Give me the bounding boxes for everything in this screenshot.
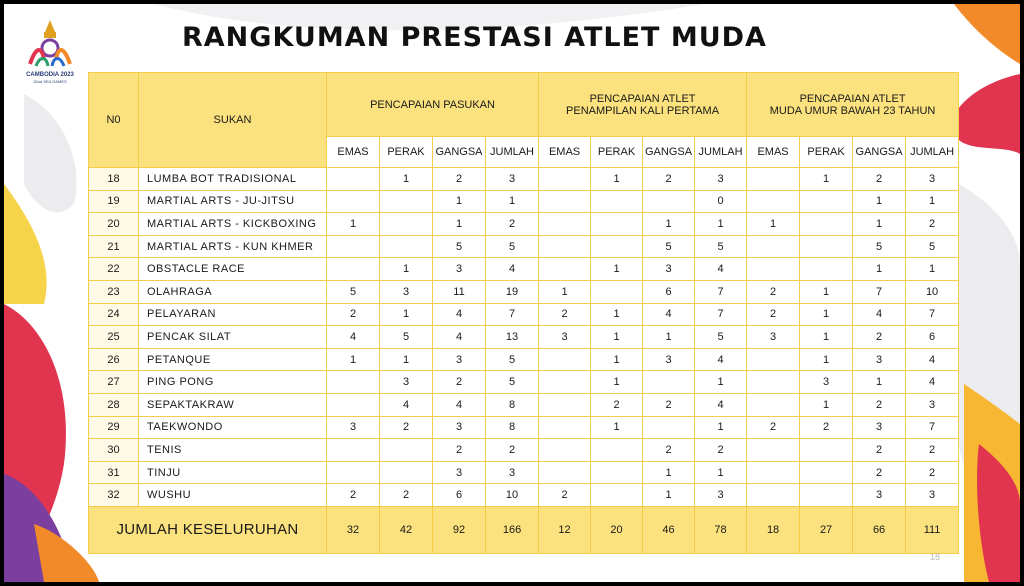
bg-right-orange bbox=[954, 4, 1020, 64]
medal-count-cell bbox=[327, 371, 380, 394]
medal-count-cell: 1 bbox=[906, 258, 959, 281]
medal-count-cell: 4 bbox=[643, 303, 695, 326]
medal-count-cell bbox=[539, 348, 591, 371]
medal-count-cell: 5 bbox=[643, 235, 695, 258]
medal-count-cell: 3 bbox=[486, 168, 539, 191]
sport-name: TINJU bbox=[139, 461, 327, 484]
medal-count-cell: 5 bbox=[327, 280, 380, 303]
medal-count-cell: 1 bbox=[327, 348, 380, 371]
medal-count-cell: 1 bbox=[853, 258, 906, 281]
medal-count-cell: 2 bbox=[906, 461, 959, 484]
medal-count-cell bbox=[800, 439, 853, 462]
medal-count-cell: 2 bbox=[327, 484, 380, 507]
medal-count-cell: 5 bbox=[906, 235, 959, 258]
medal-count-cell: 5 bbox=[433, 235, 486, 258]
medal-count-cell bbox=[643, 371, 695, 394]
total-value-cell: 166 bbox=[486, 506, 539, 553]
medal-count-cell: 3 bbox=[747, 326, 800, 349]
totals-label: JUMLAH KESELURUHAN bbox=[89, 506, 327, 553]
medal-count-cell: 13 bbox=[486, 326, 539, 349]
medal-count-cell bbox=[591, 484, 643, 507]
table-row bbox=[89, 168, 959, 191]
total-value-cell: 66 bbox=[853, 506, 906, 553]
subheader-emas: EMAS bbox=[539, 137, 591, 168]
subheader-jumlah: JUMLAH bbox=[486, 137, 539, 168]
medal-count-cell: 5 bbox=[486, 348, 539, 371]
sport-name: PETANQUE bbox=[139, 348, 327, 371]
medal-count-cell: 5 bbox=[486, 371, 539, 394]
sport-name: OLAHRAGA bbox=[139, 280, 327, 303]
row-number: 25 bbox=[89, 326, 139, 349]
sport-name: PENCAK SILAT bbox=[139, 326, 327, 349]
page-title: RANGKUMAN PRESTASI ATLET MUDA bbox=[182, 22, 767, 53]
medal-count-cell bbox=[800, 213, 853, 236]
row-number: 31 bbox=[89, 461, 139, 484]
medal-count-cell: 3 bbox=[906, 168, 959, 191]
medal-count-cell: 1 bbox=[906, 190, 959, 213]
row-number: 24 bbox=[89, 303, 139, 326]
medal-count-cell bbox=[747, 258, 800, 281]
total-value-cell: 27 bbox=[800, 506, 853, 553]
medal-count-cell: 5 bbox=[853, 235, 906, 258]
medal-count-cell: 1 bbox=[695, 461, 747, 484]
medal-count-cell: 2 bbox=[433, 371, 486, 394]
medal-count-cell: 1 bbox=[433, 190, 486, 213]
medal-count-cell bbox=[539, 168, 591, 191]
subheader-gangsa: GANGSA bbox=[853, 137, 906, 168]
medal-count-cell: 1 bbox=[643, 326, 695, 349]
medal-count-cell: 1 bbox=[486, 190, 539, 213]
medal-count-cell: 3 bbox=[906, 484, 959, 507]
medal-count-cell bbox=[380, 461, 433, 484]
medal-count-cell: 1 bbox=[800, 168, 853, 191]
medal-count-cell bbox=[327, 393, 380, 416]
medal-count-cell: 2 bbox=[747, 280, 800, 303]
medal-count-cell: 2 bbox=[853, 461, 906, 484]
medal-count-cell bbox=[327, 190, 380, 213]
total-value-cell: 78 bbox=[695, 506, 747, 553]
medal-count-cell: 10 bbox=[486, 484, 539, 507]
sport-name: MARTIAL ARTS - KUN KHMER bbox=[139, 235, 327, 258]
row-number: 29 bbox=[89, 416, 139, 439]
sport-name: LUMBA BOT TRADISIONAL bbox=[139, 168, 327, 191]
medal-count-cell bbox=[380, 213, 433, 236]
medal-count-cell bbox=[747, 439, 800, 462]
row-number: 23 bbox=[89, 280, 139, 303]
medal-count-cell: 7 bbox=[906, 416, 959, 439]
medal-count-cell bbox=[747, 484, 800, 507]
sport-name: TAEKWONDO bbox=[139, 416, 327, 439]
medal-count-cell: 2 bbox=[486, 213, 539, 236]
medal-count-cell: 3 bbox=[853, 484, 906, 507]
table-row bbox=[89, 416, 959, 439]
row-number: 30 bbox=[89, 439, 139, 462]
medal-count-cell: 1 bbox=[747, 213, 800, 236]
medal-count-cell: 2 bbox=[853, 439, 906, 462]
medal-count-cell: 4 bbox=[327, 326, 380, 349]
subheader-perak: PERAK bbox=[800, 137, 853, 168]
medal-count-cell: 5 bbox=[486, 235, 539, 258]
medal-count-cell bbox=[539, 416, 591, 439]
medal-count-cell: 4 bbox=[695, 393, 747, 416]
subheader-gangsa: GANGSA bbox=[643, 137, 695, 168]
medal-count-cell: 2 bbox=[539, 484, 591, 507]
total-value-cell: 18 bbox=[747, 506, 800, 553]
page-number: 18 bbox=[930, 552, 941, 562]
medal-count-cell: 2 bbox=[800, 416, 853, 439]
medal-count-cell: 1 bbox=[643, 213, 695, 236]
medal-count-cell: 1 bbox=[433, 213, 486, 236]
medal-count-cell: 1 bbox=[643, 461, 695, 484]
medal-count-cell: 4 bbox=[433, 326, 486, 349]
header-first-appearance-line2: PENAMPILAN KALI PERTAMA bbox=[566, 104, 720, 117]
medal-count-cell bbox=[643, 416, 695, 439]
medal-count-cell bbox=[380, 439, 433, 462]
total-value-cell: 46 bbox=[643, 506, 695, 553]
header-first-appearance bbox=[539, 73, 747, 137]
medal-count-cell: 1 bbox=[853, 190, 906, 213]
medal-count-cell: 1 bbox=[695, 416, 747, 439]
medal-count-cell bbox=[591, 439, 643, 462]
header-no: N0 bbox=[89, 73, 139, 168]
medal-count-cell: 4 bbox=[380, 393, 433, 416]
medal-count-cell: 2 bbox=[380, 416, 433, 439]
medal-count-cell: 1 bbox=[643, 484, 695, 507]
medal-count-cell: 1 bbox=[591, 168, 643, 191]
medal-count-cell: 4 bbox=[486, 258, 539, 281]
subheader-jumlah: JUMLAH bbox=[695, 137, 747, 168]
medal-count-cell: 3 bbox=[853, 348, 906, 371]
bg-left-gray bbox=[24, 94, 77, 212]
medal-count-cell: 4 bbox=[906, 371, 959, 394]
row-number: 27 bbox=[89, 371, 139, 394]
medal-count-cell bbox=[800, 258, 853, 281]
medal-count-cell: 1 bbox=[591, 258, 643, 281]
medal-count-cell: 6 bbox=[906, 326, 959, 349]
medal-count-cell: 11 bbox=[433, 280, 486, 303]
header-team-achievement: PENCAPAIAN PASUKAN bbox=[327, 73, 539, 137]
medal-count-cell: 3 bbox=[695, 484, 747, 507]
medal-count-cell bbox=[800, 190, 853, 213]
total-value-cell: 32 bbox=[327, 506, 380, 553]
header-under-23-line1: PENCAPAIAN ATLET bbox=[799, 92, 906, 105]
medal-count-cell: 1 bbox=[800, 280, 853, 303]
medal-count-cell: 2 bbox=[747, 303, 800, 326]
medal-count-cell bbox=[591, 213, 643, 236]
medal-count-cell: 1 bbox=[591, 416, 643, 439]
medal-count-cell: 6 bbox=[643, 280, 695, 303]
table-row bbox=[89, 303, 959, 326]
table-row bbox=[89, 348, 959, 371]
medal-count-cell: 1 bbox=[800, 348, 853, 371]
medal-count-cell: 3 bbox=[853, 416, 906, 439]
subheader-perak: PERAK bbox=[380, 137, 433, 168]
medal-count-cell: 3 bbox=[643, 348, 695, 371]
header-row-main bbox=[89, 73, 959, 137]
sport-name: MARTIAL ARTS - JU-JITSU bbox=[139, 190, 327, 213]
sport-name: PELAYARAN bbox=[139, 303, 327, 326]
medal-count-cell: 2 bbox=[906, 439, 959, 462]
medal-count-cell: 2 bbox=[643, 439, 695, 462]
medal-count-cell: 1 bbox=[380, 168, 433, 191]
medal-count-cell bbox=[800, 461, 853, 484]
medal-count-cell: 7 bbox=[695, 303, 747, 326]
medal-count-cell bbox=[800, 235, 853, 258]
header-first-appearance-line1: PENCAPAIAN ATLET bbox=[589, 92, 696, 105]
medal-count-cell: 2 bbox=[695, 439, 747, 462]
total-value-cell: 42 bbox=[380, 506, 433, 553]
table-row bbox=[89, 326, 959, 349]
logo-title: CAMBODIA 2023 bbox=[26, 72, 74, 78]
medal-count-cell: 3 bbox=[380, 371, 433, 394]
medal-count-cell bbox=[591, 190, 643, 213]
medal-count-cell: 3 bbox=[380, 280, 433, 303]
medal-count-cell: 4 bbox=[906, 348, 959, 371]
medal-count-cell: 2 bbox=[906, 213, 959, 236]
medal-count-cell bbox=[539, 393, 591, 416]
medal-count-cell: 7 bbox=[906, 303, 959, 326]
medal-count-cell: 19 bbox=[486, 280, 539, 303]
medal-count-cell: 1 bbox=[800, 326, 853, 349]
medal-count-cell bbox=[327, 258, 380, 281]
totals-row bbox=[89, 506, 959, 553]
medal-count-cell bbox=[539, 213, 591, 236]
subheader-emas: EMAS bbox=[327, 137, 380, 168]
medal-count-cell bbox=[539, 371, 591, 394]
total-value-cell: 20 bbox=[591, 506, 643, 553]
medal-count-cell bbox=[747, 371, 800, 394]
sport-name: SEPAKTAKRAW bbox=[139, 393, 327, 416]
medal-count-cell bbox=[747, 461, 800, 484]
results-table bbox=[88, 72, 959, 554]
medal-count-cell: 4 bbox=[433, 393, 486, 416]
medal-count-cell bbox=[747, 235, 800, 258]
row-number: 32 bbox=[89, 484, 139, 507]
header-sport: SUKAN bbox=[139, 73, 327, 168]
medal-count-cell bbox=[539, 461, 591, 484]
header-under-23 bbox=[747, 73, 959, 137]
sport-name: TENIS bbox=[139, 439, 327, 462]
sport-name: MARTIAL ARTS - KICKBOXING bbox=[139, 213, 327, 236]
table-row bbox=[89, 258, 959, 281]
medal-count-cell bbox=[643, 190, 695, 213]
medal-count-cell: 3 bbox=[486, 461, 539, 484]
subheader-emas: EMAS bbox=[747, 137, 800, 168]
medal-count-cell: 1 bbox=[800, 393, 853, 416]
medal-count-cell bbox=[327, 439, 380, 462]
medal-count-cell: 2 bbox=[486, 439, 539, 462]
medal-count-cell bbox=[800, 484, 853, 507]
medal-count-cell bbox=[327, 168, 380, 191]
medal-count-cell bbox=[747, 190, 800, 213]
row-number: 26 bbox=[89, 348, 139, 371]
medal-count-cell: 6 bbox=[433, 484, 486, 507]
medal-count-cell: 5 bbox=[695, 326, 747, 349]
medal-count-cell: 5 bbox=[380, 326, 433, 349]
row-number: 28 bbox=[89, 393, 139, 416]
medal-count-cell: 1 bbox=[695, 371, 747, 394]
medal-count-cell bbox=[327, 235, 380, 258]
medal-count-cell bbox=[327, 461, 380, 484]
medal-count-cell: 2 bbox=[747, 416, 800, 439]
table-body bbox=[89, 168, 959, 507]
medal-count-cell: 1 bbox=[380, 303, 433, 326]
logo-subtitle: 32nd SEA GAMES bbox=[33, 79, 67, 84]
medal-count-cell: 1 bbox=[591, 303, 643, 326]
medal-count-cell: 1 bbox=[327, 213, 380, 236]
medal-count-cell: 4 bbox=[695, 258, 747, 281]
medal-count-cell: 2 bbox=[853, 326, 906, 349]
medal-count-cell: 3 bbox=[433, 348, 486, 371]
row-number: 21 bbox=[89, 235, 139, 258]
sport-name: OBSTACLE RACE bbox=[139, 258, 327, 281]
medal-count-cell: 2 bbox=[380, 484, 433, 507]
medal-count-cell bbox=[591, 461, 643, 484]
medal-count-cell bbox=[539, 258, 591, 281]
table-row bbox=[89, 484, 959, 507]
table-row bbox=[89, 235, 959, 258]
medal-count-cell bbox=[747, 348, 800, 371]
medal-count-cell: 2 bbox=[539, 303, 591, 326]
row-number: 20 bbox=[89, 213, 139, 236]
medal-count-cell bbox=[380, 190, 433, 213]
medal-count-cell: 5 bbox=[695, 235, 747, 258]
bg-right-red bbox=[952, 74, 1020, 154]
logo-emblem-icon bbox=[22, 16, 78, 72]
medal-count-cell bbox=[591, 235, 643, 258]
medal-count-cell: 4 bbox=[853, 303, 906, 326]
total-value-cell: 92 bbox=[433, 506, 486, 553]
medal-count-cell: 2 bbox=[591, 393, 643, 416]
medal-count-cell: 1 bbox=[380, 258, 433, 281]
medal-count-cell bbox=[539, 439, 591, 462]
table-row bbox=[89, 439, 959, 462]
medal-count-cell: 2 bbox=[327, 303, 380, 326]
sport-name: WUSHU bbox=[139, 484, 327, 507]
medal-count-cell: 0 bbox=[695, 190, 747, 213]
medal-count-cell: 8 bbox=[486, 393, 539, 416]
medal-count-cell: 1 bbox=[695, 213, 747, 236]
medal-count-cell: 1 bbox=[853, 213, 906, 236]
total-value-cell: 111 bbox=[906, 506, 959, 553]
medal-count-cell: 2 bbox=[643, 168, 695, 191]
medal-count-cell: 4 bbox=[433, 303, 486, 326]
sport-name: PING PONG bbox=[139, 371, 327, 394]
medal-count-cell: 2 bbox=[433, 439, 486, 462]
table-row bbox=[89, 461, 959, 484]
header-under-23-line2: MUDA UMUR BAWAH 23 TAHUN bbox=[769, 104, 936, 117]
medal-count-cell: 3 bbox=[695, 168, 747, 191]
medal-count-cell: 3 bbox=[433, 416, 486, 439]
medal-count-cell: 3 bbox=[327, 416, 380, 439]
cambodia-2023-logo bbox=[22, 16, 78, 88]
medal-count-cell: 1 bbox=[591, 371, 643, 394]
medal-count-cell: 1 bbox=[539, 280, 591, 303]
medal-count-cell: 10 bbox=[906, 280, 959, 303]
medal-count-cell: 1 bbox=[800, 303, 853, 326]
medal-count-cell: 8 bbox=[486, 416, 539, 439]
subheader-jumlah: JUMLAH bbox=[906, 137, 959, 168]
medal-count-cell bbox=[539, 190, 591, 213]
slide bbox=[4, 4, 1020, 582]
medal-count-cell: 3 bbox=[433, 461, 486, 484]
medal-count-cell: 2 bbox=[853, 393, 906, 416]
medal-count-cell: 2 bbox=[433, 168, 486, 191]
medal-count-cell: 2 bbox=[643, 393, 695, 416]
row-number: 19 bbox=[89, 190, 139, 213]
row-number: 22 bbox=[89, 258, 139, 281]
table-row bbox=[89, 371, 959, 394]
subheader-perak: PERAK bbox=[591, 137, 643, 168]
medal-count-cell: 3 bbox=[643, 258, 695, 281]
medal-count-cell: 1 bbox=[380, 348, 433, 371]
medal-count-cell bbox=[539, 235, 591, 258]
row-number: 18 bbox=[89, 168, 139, 191]
table-row bbox=[89, 393, 959, 416]
medal-count-cell: 1 bbox=[591, 348, 643, 371]
medal-count-cell: 4 bbox=[695, 348, 747, 371]
medal-count-cell bbox=[747, 168, 800, 191]
table-row bbox=[89, 190, 959, 213]
medal-count-cell: 2 bbox=[853, 168, 906, 191]
subheader-gangsa: GANGSA bbox=[433, 137, 486, 168]
medal-count-cell bbox=[747, 393, 800, 416]
table-row bbox=[89, 280, 959, 303]
total-value-cell: 12 bbox=[539, 506, 591, 553]
medal-count-cell: 1 bbox=[853, 371, 906, 394]
medal-count-cell: 1 bbox=[591, 326, 643, 349]
medal-count-cell bbox=[380, 235, 433, 258]
medal-count-cell: 3 bbox=[539, 326, 591, 349]
medal-count-cell: 3 bbox=[800, 371, 853, 394]
table-row bbox=[89, 213, 959, 236]
medal-count-cell: 7 bbox=[853, 280, 906, 303]
medal-count-cell: 3 bbox=[906, 393, 959, 416]
medal-count-cell: 3 bbox=[433, 258, 486, 281]
medal-count-cell: 7 bbox=[486, 303, 539, 326]
medal-count-cell bbox=[591, 280, 643, 303]
medal-count-cell: 7 bbox=[695, 280, 747, 303]
